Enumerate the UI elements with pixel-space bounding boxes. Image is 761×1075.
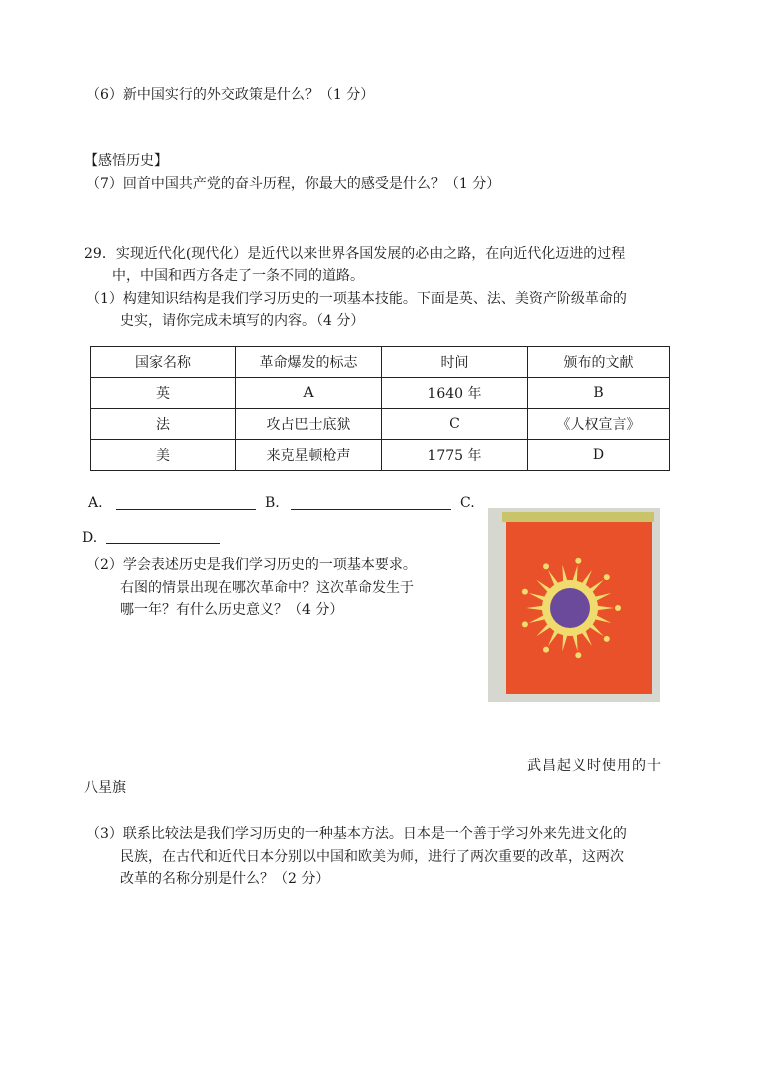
subquestion-3-line3: 改革的名称分别是什么？（2 分） — [120, 871, 330, 887]
table-header-row — [91, 347, 670, 378]
answer-c-label: C. — [460, 495, 475, 511]
star-dot — [615, 605, 621, 611]
subquestion-1-line2: 史实，请你完成未填写的内容。（4 分） — [120, 313, 365, 329]
star-dot — [543, 647, 549, 653]
flag-illustration — [488, 508, 660, 702]
image-caption-part1: 武昌起义时使用的十 — [527, 758, 662, 774]
star-dot — [575, 652, 581, 658]
table-cell: 1640 年 — [382, 378, 528, 409]
image-caption-part2: 八星旗 — [84, 780, 126, 796]
table-cell: 攻占巴士底狱 — [236, 409, 382, 440]
table-row — [91, 440, 670, 471]
subquestion-1-line1: （1）构建知识结构是我们学习历史的一项基本技能。下面是英、法、美资产阶级革命的 — [86, 291, 627, 307]
section-heading: 【感悟历史】 — [84, 153, 168, 169]
answer-a-label: A. — [88, 495, 103, 511]
question-6: （6）新中国实行的外交政策是什么？（1 分） — [86, 87, 375, 103]
question-29-line2: 中，中国和西方各走了一条不同的道路。 — [112, 268, 364, 284]
answer-b-label: B. — [265, 495, 280, 511]
table-cell: 英 — [91, 378, 236, 409]
table-header: 革命爆发的标志 — [236, 347, 382, 378]
table-row — [91, 409, 670, 440]
revolution-table — [90, 346, 670, 471]
table-header: 时间 — [382, 347, 528, 378]
eighteen-star-flag-image — [488, 508, 660, 702]
table-cell: 1775 年 — [382, 440, 528, 471]
subquestion-2-line2: 右图的情景出现在哪次革命中？这次革命发生于 — [120, 580, 414, 596]
table-header: 国家名称 — [91, 347, 236, 378]
table-cell: B — [528, 378, 670, 409]
question-7: （7）回首中国共产党的奋斗历程，你最大的感受是什么？（1 分） — [86, 176, 501, 192]
table-header: 颁布的文献 — [528, 347, 670, 378]
subquestion-2-line1: （2）学会表述历史是我们学习历史的一项基本要求。 — [86, 557, 417, 573]
question-29-line1: 29．实现近代化(现代化）是近代以来世界各国发展的必由之路，在向近代化迈进的过程 — [84, 246, 626, 262]
answer-b-blank[interactable] — [291, 509, 451, 510]
table-cell: D — [528, 440, 670, 471]
flag-pole — [502, 512, 654, 522]
table-cell: A — [236, 378, 382, 409]
star-dot — [522, 589, 528, 595]
answer-a-blank[interactable] — [116, 509, 256, 510]
subquestion-3-line2: 民族，在古代和近代日本分别以中国和欧美为师，进行了两次重要的改革，这两次 — [120, 849, 624, 865]
table-row — [91, 378, 670, 409]
table-cell: 《人权宣言》 — [528, 409, 670, 440]
answer-d-blank[interactable] — [106, 543, 220, 544]
subquestion-2-line3: 哪一年？有什么历史意义？（4 分） — [120, 602, 344, 618]
subquestion-3-line1: （3）联系比较法是我们学习历史的一种基本方法。日本是一个善于学习外来先进文化的 — [86, 826, 627, 842]
star-dot — [543, 563, 549, 569]
star-dot — [604, 574, 610, 580]
flag-center-circle — [550, 588, 590, 628]
star-dot — [575, 558, 581, 564]
table-cell: 美 — [91, 440, 236, 471]
table-cell: 法 — [91, 409, 236, 440]
table-cell: C — [382, 409, 528, 440]
table-cell: 来克星顿枪声 — [236, 440, 382, 471]
answer-d-label: D. — [82, 530, 98, 546]
star-dot — [604, 636, 610, 642]
star-dot — [522, 621, 528, 627]
